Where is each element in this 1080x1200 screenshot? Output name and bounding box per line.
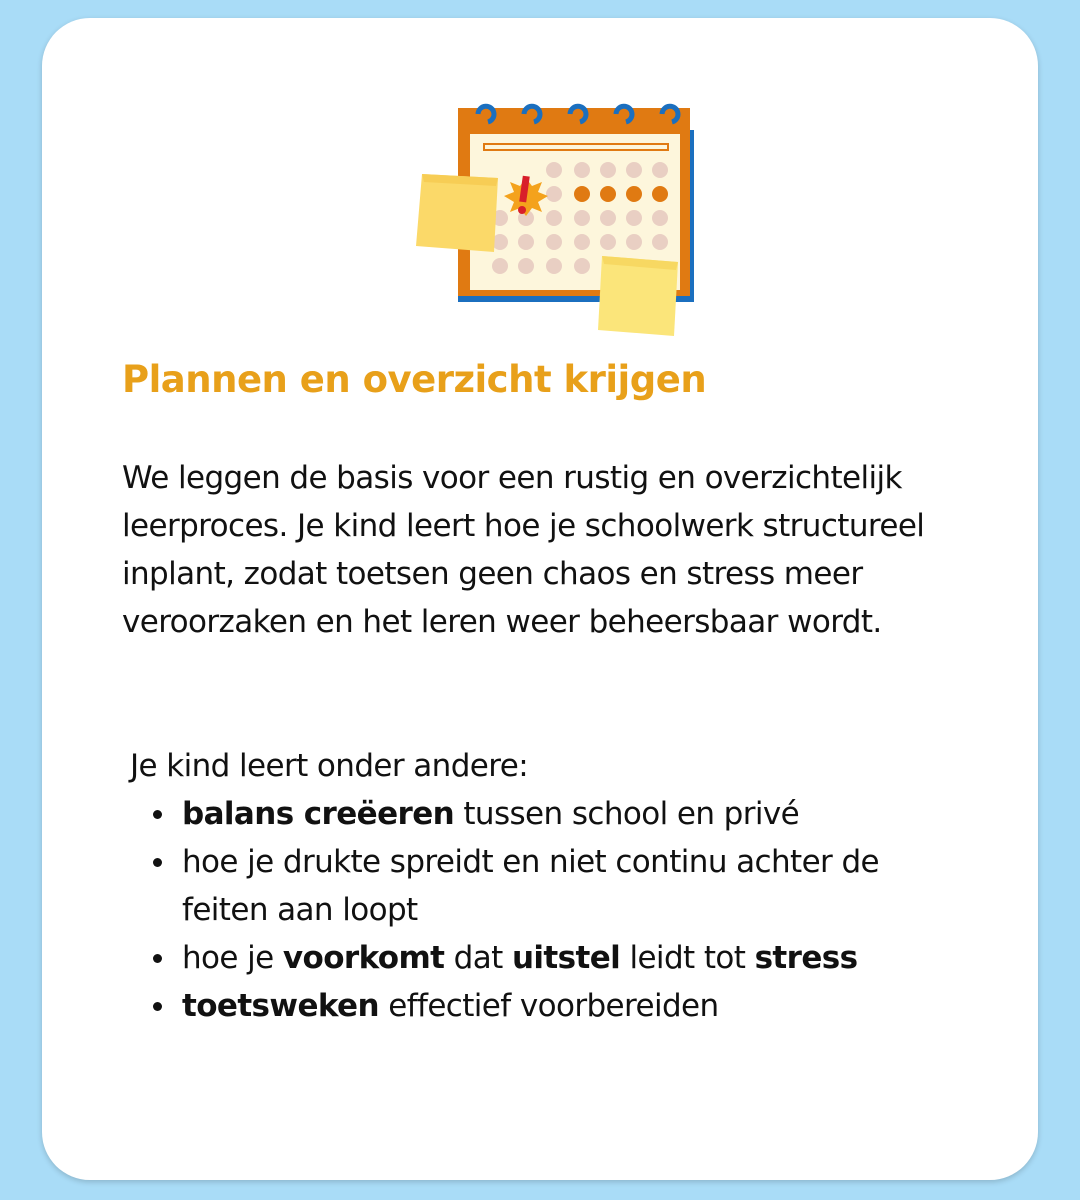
- list-item-bold: toetsweken: [182, 988, 379, 1024]
- list-item-bold: uitstel: [511, 940, 621, 976]
- list-item-text: effectief voorbereiden: [378, 988, 719, 1024]
- list-item: [182, 790, 972, 838]
- intro-paragraph: We leggen de basis voor een rustig en overzichtelijk leerproces. Je kind leert hoe je schoolwerk structureel inplant, zodat toetsen geen chaos en stress meer veroorzaken en het leren weer beheersbaar wordt.: [122, 460, 925, 640]
- list-lead: Je kind leert onder andere:: [130, 748, 529, 784]
- list-item-text: hoe je drukte spreidt en niet continu achter de feiten aan loopt: [182, 844, 880, 928]
- list-item-text: dat: [444, 940, 512, 976]
- benefit-list: [182, 790, 972, 1030]
- calendar-with-sticky-notes-icon: [376, 74, 696, 338]
- list-item-text: tussen school en privé: [454, 796, 800, 832]
- list-item-bold: balans creëeren: [182, 796, 455, 832]
- list-item-text: hoe je: [182, 940, 283, 976]
- list-item-text: leidt tot: [620, 940, 755, 976]
- list-item: [182, 838, 972, 934]
- list-item: [182, 982, 972, 1030]
- page-title: Plannen en overzicht krijgen: [122, 358, 707, 401]
- list-item-bold: stress: [754, 940, 858, 976]
- info-card: [42, 18, 1038, 1180]
- list-item-bold: voorkomt: [282, 940, 445, 976]
- list-item: [182, 934, 972, 982]
